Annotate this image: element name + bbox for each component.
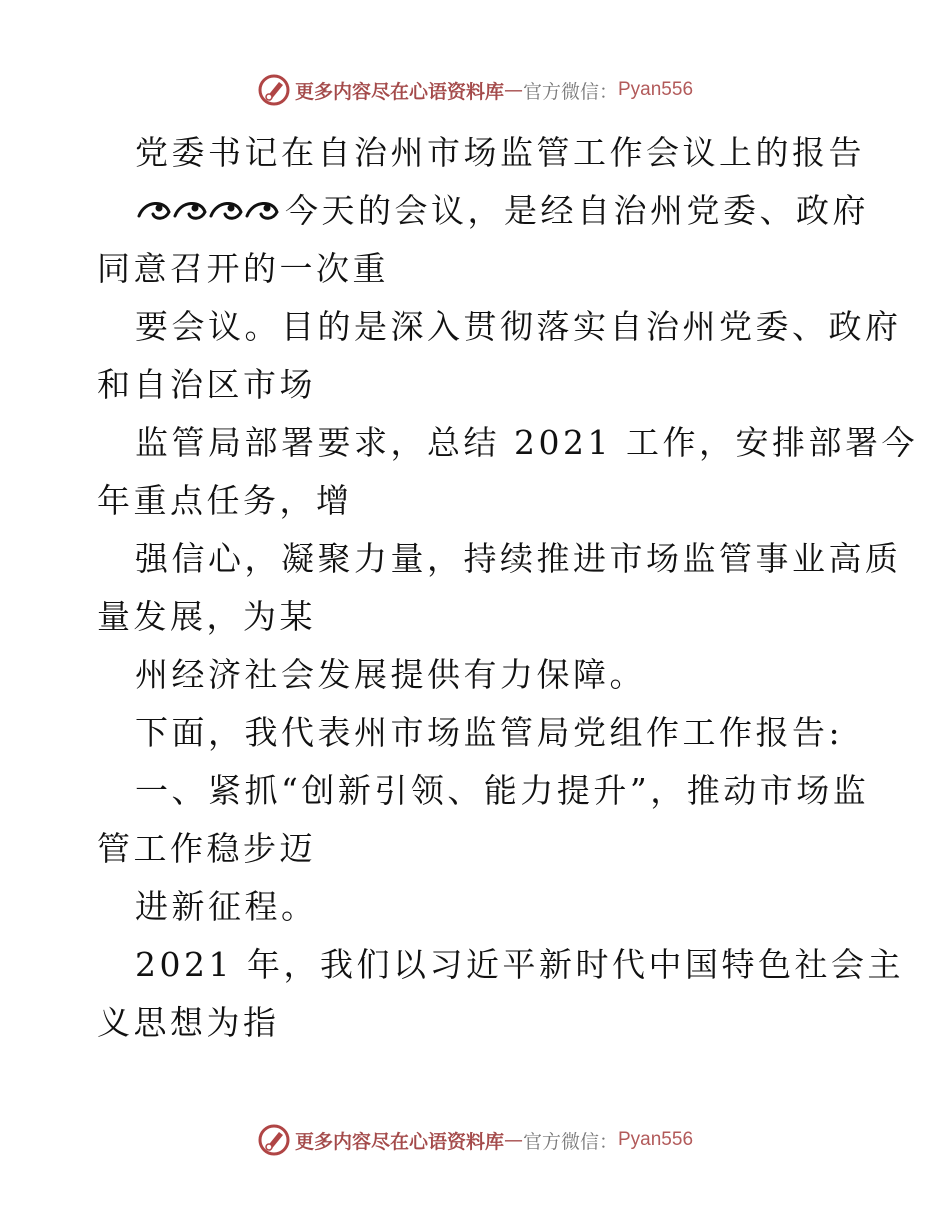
pen-logo-icon xyxy=(257,73,291,107)
watermark-sub-text: 官方微信： xyxy=(522,1130,618,1153)
watermark-main-text: 更多内容尽在心语资料库 xyxy=(294,80,504,103)
paragraph-line: 下面，我代表州市场监管局党组作工作报告: xyxy=(135,713,844,752)
document-body xyxy=(97,124,918,1052)
paragraph-text: 今天的会议，是经自治州党委、政府 xyxy=(285,191,869,230)
section-heading: 一、紧抓“创新引领、能力提升”，推动市场监 xyxy=(135,771,870,810)
watermark-header xyxy=(0,70,950,110)
paragraph-line: 管工作稳步迈 xyxy=(97,829,316,868)
watermark-dash: — xyxy=(503,1129,523,1151)
watermark-dash: — xyxy=(503,79,523,101)
paragraph-line: 义思想为指 xyxy=(97,1003,280,1042)
paragraph-line: 年重点任务，增 xyxy=(97,481,353,520)
paragraph-line: 进新征程。 xyxy=(135,887,318,926)
watermark-wechat-id: Pyan556 xyxy=(618,1129,694,1150)
document-title: 党委书记在自治州市场监管工作会议上的报告 xyxy=(135,133,865,172)
paragraph-line: 量发展，为某 xyxy=(97,597,316,636)
watermark-sub-text: 官方微信： xyxy=(522,80,618,103)
watermark-footer xyxy=(0,1120,950,1160)
watermark-wechat-id: Pyan556 xyxy=(618,79,694,100)
scroll-ornament-icon xyxy=(135,190,285,230)
paragraph-line: 州经济社会发展提供有力保障。 xyxy=(135,655,646,694)
watermark-main-text: 更多内容尽在心语资料库 xyxy=(294,1130,504,1153)
paragraph-line: 同意召开的一次重 xyxy=(97,249,389,288)
paragraph-line: 强信心，凝聚力量，持续推进市场监管事业高质 xyxy=(135,539,902,578)
pen-logo-icon xyxy=(257,1123,291,1157)
paragraph-line xyxy=(97,182,869,240)
paragraph-line: 和自治区市场 xyxy=(97,365,316,404)
paragraph-line: 监管局部署要求，总结 2021 工作，安排部署今 xyxy=(135,423,918,462)
paragraph-line: 要会议。目的是深入贯彻落实自治州党委、政府 xyxy=(135,307,902,346)
paragraph-line: 2021 年，我们以习近平新时代中国特色社会主 xyxy=(135,945,904,984)
